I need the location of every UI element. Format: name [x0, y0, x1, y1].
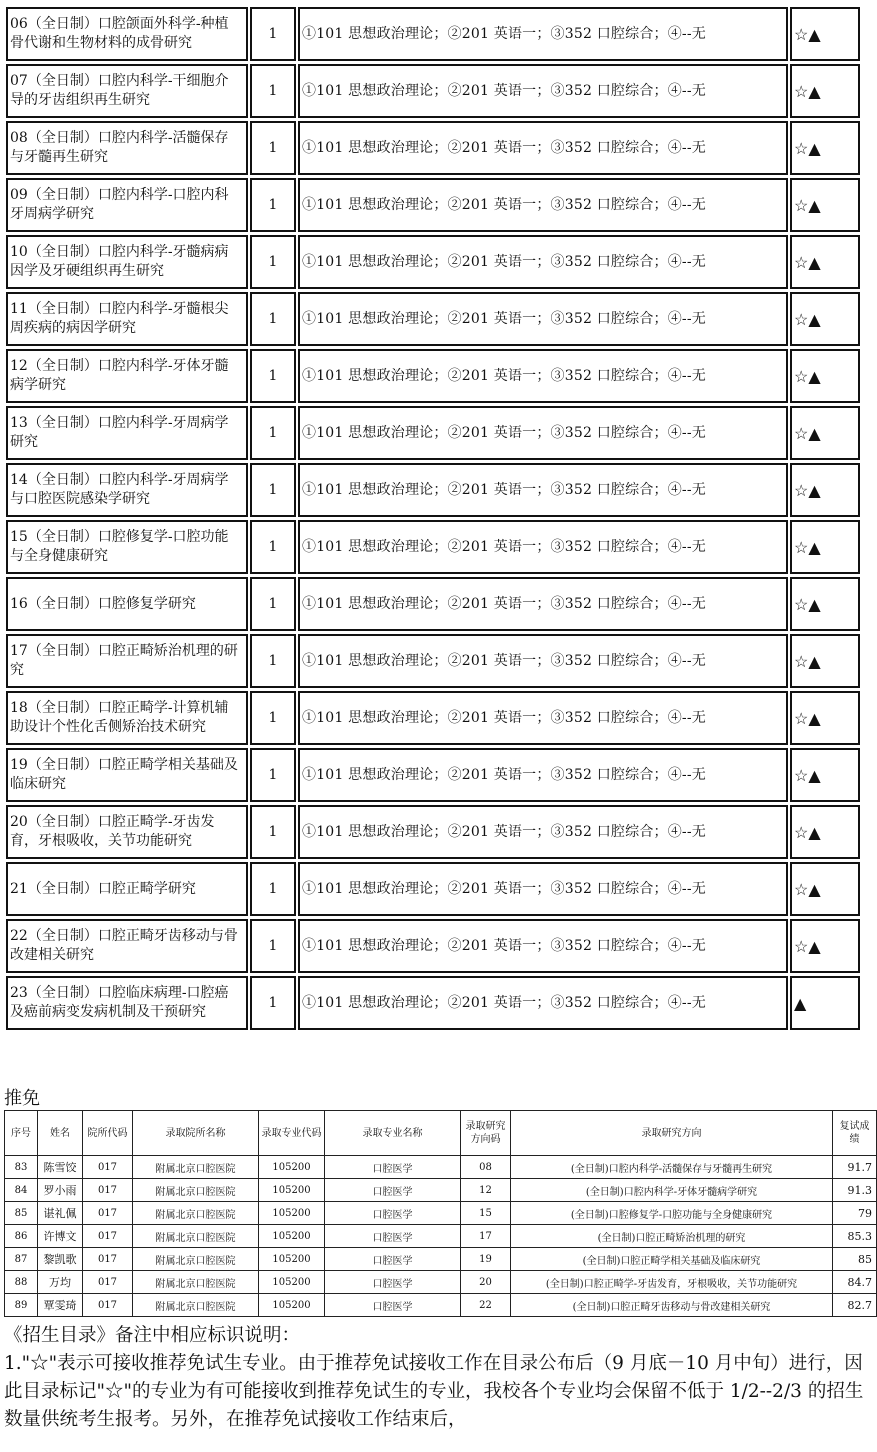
- remark-symbols: ☆▲: [790, 691, 860, 745]
- exam-subjects: ①101 思想政治理论；②201 英语一；③352 口腔综合；④--无: [298, 862, 788, 916]
- catalog-row: [6, 178, 860, 232]
- catalog-table: [4, 4, 862, 1033]
- table-cell: 口腔医学: [325, 1271, 461, 1294]
- enroll-count: 1: [250, 7, 296, 61]
- catalog-row: [6, 121, 860, 175]
- table-cell: 口腔医学: [325, 1179, 461, 1202]
- table-cell: 91.7: [833, 1156, 877, 1179]
- table-cell: 89: [5, 1294, 38, 1317]
- table-cell: (全日制)口腔正畸学-牙齿发育，牙根吸收，关节功能研究: [511, 1271, 833, 1294]
- catalog-row: [6, 235, 860, 289]
- exam-subjects: ①101 思想政治理论；②201 英语一；③352 口腔综合；④--无: [298, 520, 788, 574]
- table-cell: 017: [83, 1179, 133, 1202]
- catalog-row: [6, 7, 860, 61]
- table-cell: 附属北京口腔医院: [133, 1271, 259, 1294]
- direction-name: 13（全日制）口腔内科学-牙周病学研究: [6, 406, 248, 460]
- table-cell: 84.7: [833, 1271, 877, 1294]
- exam-subjects: ①101 思想政治理论；②201 英语一；③352 口腔综合；④--无: [298, 292, 788, 346]
- direction-name: 17（全日制）口腔正畸矫治机理的研究: [6, 634, 248, 688]
- recommended-body: [5, 1156, 877, 1317]
- table-cell: 覃雯琦: [38, 1294, 83, 1317]
- table-cell: 黎凯歌: [38, 1248, 83, 1271]
- table-cell: 20: [461, 1271, 511, 1294]
- direction-name: 19（全日制）口腔正畸学相关基础及临床研究: [6, 748, 248, 802]
- table-cell: 105200: [259, 1271, 325, 1294]
- table-row: [5, 1156, 877, 1179]
- exam-subjects: ①101 思想政治理论；②201 英语一；③352 口腔综合；④--无: [298, 7, 788, 61]
- enroll-count: 1: [250, 121, 296, 175]
- table-cell: 附属北京口腔医院: [133, 1225, 259, 1248]
- table-cell: 附属北京口腔医院: [133, 1156, 259, 1179]
- table-cell: 82.7: [833, 1294, 877, 1317]
- table-cell: 附属北京口腔医院: [133, 1202, 259, 1225]
- exam-subjects: ①101 思想政治理论；②201 英语一；③352 口腔综合；④--无: [298, 976, 788, 1030]
- remark-symbols: ☆▲: [790, 634, 860, 688]
- exam-subjects: ①101 思想政治理论；②201 英语一；③352 口腔综合；④--无: [298, 463, 788, 517]
- direction-name: 07（全日制）口腔内科学-干细胞介导的牙齿组织再生研究: [6, 64, 248, 118]
- table-cell: (全日制)口腔内科学-活髓保存与牙髓再生研究: [511, 1156, 833, 1179]
- table-cell: (全日制)口腔正畸学相关基础及临床研究: [511, 1248, 833, 1271]
- enroll-count: 1: [250, 463, 296, 517]
- catalog-body: [6, 7, 860, 1030]
- direction-name: 06（全日制）口腔颌面外科学-种植骨代谢和生物材料的成骨研究: [6, 7, 248, 61]
- table-cell: 017: [83, 1202, 133, 1225]
- direction-name: 21（全日制）口腔正畸学研究: [6, 862, 248, 916]
- direction-name: 12（全日制）口腔内科学-牙体牙髓病学研究: [6, 349, 248, 403]
- catalog-row: [6, 64, 860, 118]
- remark-symbols: ▲: [790, 976, 860, 1030]
- exam-subjects: ①101 思想政治理论；②201 英语一；③352 口腔综合；④--无: [298, 748, 788, 802]
- exam-subjects: ①101 思想政治理论；②201 英语一；③352 口腔综合；④--无: [298, 64, 788, 118]
- exam-subjects: ①101 思想政治理论；②201 英语一；③352 口腔综合；④--无: [298, 577, 788, 631]
- remark-symbols: ☆▲: [790, 235, 860, 289]
- exam-subjects: ①101 思想政治理论；②201 英语一；③352 口腔综合；④--无: [298, 235, 788, 289]
- table-cell: (全日制)口腔内科学-牙体牙髓病学研究: [511, 1179, 833, 1202]
- direction-name: 16（全日制）口腔修复学研究: [6, 577, 248, 631]
- table-cell: 85.3: [833, 1225, 877, 1248]
- enroll-count: 1: [250, 178, 296, 232]
- direction-name: 22（全日制）口腔正畸牙齿移动与骨改建相关研究: [6, 919, 248, 973]
- remark-symbols: ☆▲: [790, 64, 860, 118]
- table-cell: 85: [5, 1202, 38, 1225]
- remark-symbols: ☆▲: [790, 7, 860, 61]
- enroll-count: 1: [250, 919, 296, 973]
- enroll-count: 1: [250, 520, 296, 574]
- exam-subjects: ①101 思想政治理论；②201 英语一；③352 口腔综合；④--无: [298, 691, 788, 745]
- remark-symbols: ☆▲: [790, 406, 860, 460]
- exam-subjects: ①101 思想政治理论；②201 英语一；③352 口腔综合；④--无: [298, 178, 788, 232]
- direction-name: 09（全日制）口腔内科学-口腔内科牙周病学研究: [6, 178, 248, 232]
- table-cell: 017: [83, 1225, 133, 1248]
- table-cell: 口腔医学: [325, 1156, 461, 1179]
- table-cell: 105200: [259, 1202, 325, 1225]
- catalog-row: [6, 919, 860, 973]
- catalog-row: [6, 862, 860, 916]
- table-row: [5, 1271, 877, 1294]
- column-header: 录取研究方向码: [461, 1111, 511, 1156]
- direction-name: 15（全日制）口腔修复学-口腔功能与全身健康研究: [6, 520, 248, 574]
- table-cell: 口腔医学: [325, 1294, 461, 1317]
- exam-subjects: ①101 思想政治理论；②201 英语一；③352 口腔综合；④--无: [298, 919, 788, 973]
- enroll-count: 1: [250, 235, 296, 289]
- remark-symbols: ☆▲: [790, 919, 860, 973]
- column-header: 复试成绩: [833, 1111, 877, 1156]
- remark-symbols: ☆▲: [790, 805, 860, 859]
- table-row: [5, 1248, 877, 1271]
- catalog-row: [6, 805, 860, 859]
- remark-symbols: ☆▲: [790, 748, 860, 802]
- column-header: 录取院所名称: [133, 1111, 259, 1156]
- table-cell: 83: [5, 1156, 38, 1179]
- enroll-count: 1: [250, 805, 296, 859]
- table-cell: 87: [5, 1248, 38, 1271]
- column-header: 录取专业名称: [325, 1111, 461, 1156]
- catalog-row: [6, 349, 860, 403]
- exam-subjects: ①101 思想政治理论；②201 英语一；③352 口腔综合；④--无: [298, 634, 788, 688]
- catalog-row: [6, 577, 860, 631]
- table-cell: 84: [5, 1179, 38, 1202]
- catalog-row: [6, 634, 860, 688]
- table-cell: (全日制)口腔修复学-口腔功能与全身健康研究: [511, 1202, 833, 1225]
- table-cell: 79: [833, 1202, 877, 1225]
- table-cell: 谌礼佩: [38, 1202, 83, 1225]
- table-cell: 口腔医学: [325, 1202, 461, 1225]
- column-header: 录取研究方向: [511, 1111, 833, 1156]
- remark-symbols: ☆▲: [790, 520, 860, 574]
- column-header: 序号: [5, 1111, 38, 1156]
- column-header: 录取专业代码: [259, 1111, 325, 1156]
- table-cell: (全日制)口腔正畸牙齿移动与骨改建相关研究: [511, 1294, 833, 1317]
- direction-name: 18（全日制）口腔正畸学-计算机辅助设计个性化舌侧矫治技术研究: [6, 691, 248, 745]
- table-cell: 许博文: [38, 1225, 83, 1248]
- table-cell: 017: [83, 1294, 133, 1317]
- remark-symbols: ☆▲: [790, 292, 860, 346]
- table-cell: 86: [5, 1225, 38, 1248]
- direction-name: 11（全日制）口腔内科学-牙髓根尖周疾病的病因学研究: [6, 292, 248, 346]
- table-cell: 口腔医学: [325, 1225, 461, 1248]
- column-header: 院所代码: [83, 1111, 133, 1156]
- remark-symbols: ☆▲: [790, 463, 860, 517]
- enroll-count: 1: [250, 406, 296, 460]
- table-cell: 105200: [259, 1294, 325, 1317]
- table-cell: 22: [461, 1294, 511, 1317]
- exam-subjects: ①101 思想政治理论；②201 英语一；③352 口腔综合；④--无: [298, 349, 788, 403]
- enroll-count: 1: [250, 634, 296, 688]
- remark-symbols: ☆▲: [790, 577, 860, 631]
- table-cell: 罗小雨: [38, 1179, 83, 1202]
- table-cell: 12: [461, 1179, 511, 1202]
- remark-symbols: ☆▲: [790, 349, 860, 403]
- catalog-row: [6, 976, 860, 1030]
- table-row: [5, 1294, 877, 1317]
- table-cell: 08: [461, 1156, 511, 1179]
- table-row: [5, 1179, 877, 1202]
- enroll-count: 1: [250, 349, 296, 403]
- recommended-table: [4, 1110, 877, 1317]
- table-cell: 017: [83, 1271, 133, 1294]
- table-cell: 017: [83, 1248, 133, 1271]
- table-cell: 口腔医学: [325, 1248, 461, 1271]
- table-cell: (全日制)口腔正畸矫治机理的研究: [511, 1225, 833, 1248]
- table-cell: 附属北京口腔医院: [133, 1294, 259, 1317]
- notes-heading: 《招生目录》备注中相应标识说明：: [4, 1325, 301, 1346]
- table-cell: 19: [461, 1248, 511, 1271]
- enroll-count: 1: [250, 691, 296, 745]
- table-cell: 17: [461, 1225, 511, 1248]
- table-row: [5, 1202, 877, 1225]
- table-cell: 附属北京口腔医院: [133, 1248, 259, 1271]
- table-cell: 105200: [259, 1225, 325, 1248]
- catalog-row: [6, 748, 860, 802]
- table-cell: 105200: [259, 1179, 325, 1202]
- direction-name: 20（全日制）口腔正畸学-牙齿发育，牙根吸收，关节功能研究: [6, 805, 248, 859]
- enroll-count: 1: [250, 976, 296, 1030]
- column-header: 姓名: [38, 1111, 83, 1156]
- table-cell: 万均: [38, 1271, 83, 1294]
- remark-symbols: ☆▲: [790, 862, 860, 916]
- table-cell: 105200: [259, 1248, 325, 1271]
- table-cell: 017: [83, 1156, 133, 1179]
- recommended-header-row: [5, 1111, 877, 1156]
- catalog-row: [6, 463, 860, 517]
- direction-name: 10（全日制）口腔内科学-牙髓病病因学及牙硬组织再生研究: [6, 235, 248, 289]
- remark-symbols: ☆▲: [790, 121, 860, 175]
- table-cell: 15: [461, 1202, 511, 1225]
- enroll-count: 1: [250, 748, 296, 802]
- direction-name: 14（全日制）口腔内科学-牙周病学与口腔医院感染学研究: [6, 463, 248, 517]
- table-cell: 91.3: [833, 1179, 877, 1202]
- enroll-count: 1: [250, 64, 296, 118]
- remark-symbols: ☆▲: [790, 178, 860, 232]
- exam-subjects: ①101 思想政治理论；②201 英语一；③352 口腔综合；④--无: [298, 805, 788, 859]
- exam-subjects: ①101 思想政治理论；②201 英语一；③352 口腔综合；④--无: [298, 121, 788, 175]
- direction-name: 23（全日制）口腔临床病理-口腔癌及癌前病变发病机制及干预研究: [6, 976, 248, 1030]
- notes-item-1: 1."☆"表示可接收推荐免试生专业。由于推荐免试接收工作在目录公布后（9 月底－10 月中旬）进行，因此目录标记"☆"的专业为有可能接收到推荐免试生的专业，我校各个专业均会保留不低于 1/2--2/3 的招生数量供统考生报考。另外，在推荐免试接收工作结束后，: [4, 1353, 864, 1430]
- enroll-count: 1: [250, 292, 296, 346]
- catalog-row: [6, 406, 860, 460]
- enroll-count: 1: [250, 862, 296, 916]
- table-cell: 陈雪饺: [38, 1156, 83, 1179]
- table-cell: 105200: [259, 1156, 325, 1179]
- table-cell: 85: [833, 1248, 877, 1271]
- catalog-row: [6, 691, 860, 745]
- catalog-row: [6, 292, 860, 346]
- table-row: [5, 1225, 877, 1248]
- notes: [4, 1322, 874, 1434]
- direction-name: 08（全日制）口腔内科学-活髓保存与牙髓再生研究: [6, 121, 248, 175]
- catalog-row: [6, 520, 860, 574]
- section-title: 推免: [4, 1088, 40, 1109]
- enroll-count: 1: [250, 577, 296, 631]
- table-cell: 附属北京口腔医院: [133, 1179, 259, 1202]
- exam-subjects: ①101 思想政治理论；②201 英语一；③352 口腔综合；④--无: [298, 406, 788, 460]
- table-cell: 88: [5, 1271, 38, 1294]
